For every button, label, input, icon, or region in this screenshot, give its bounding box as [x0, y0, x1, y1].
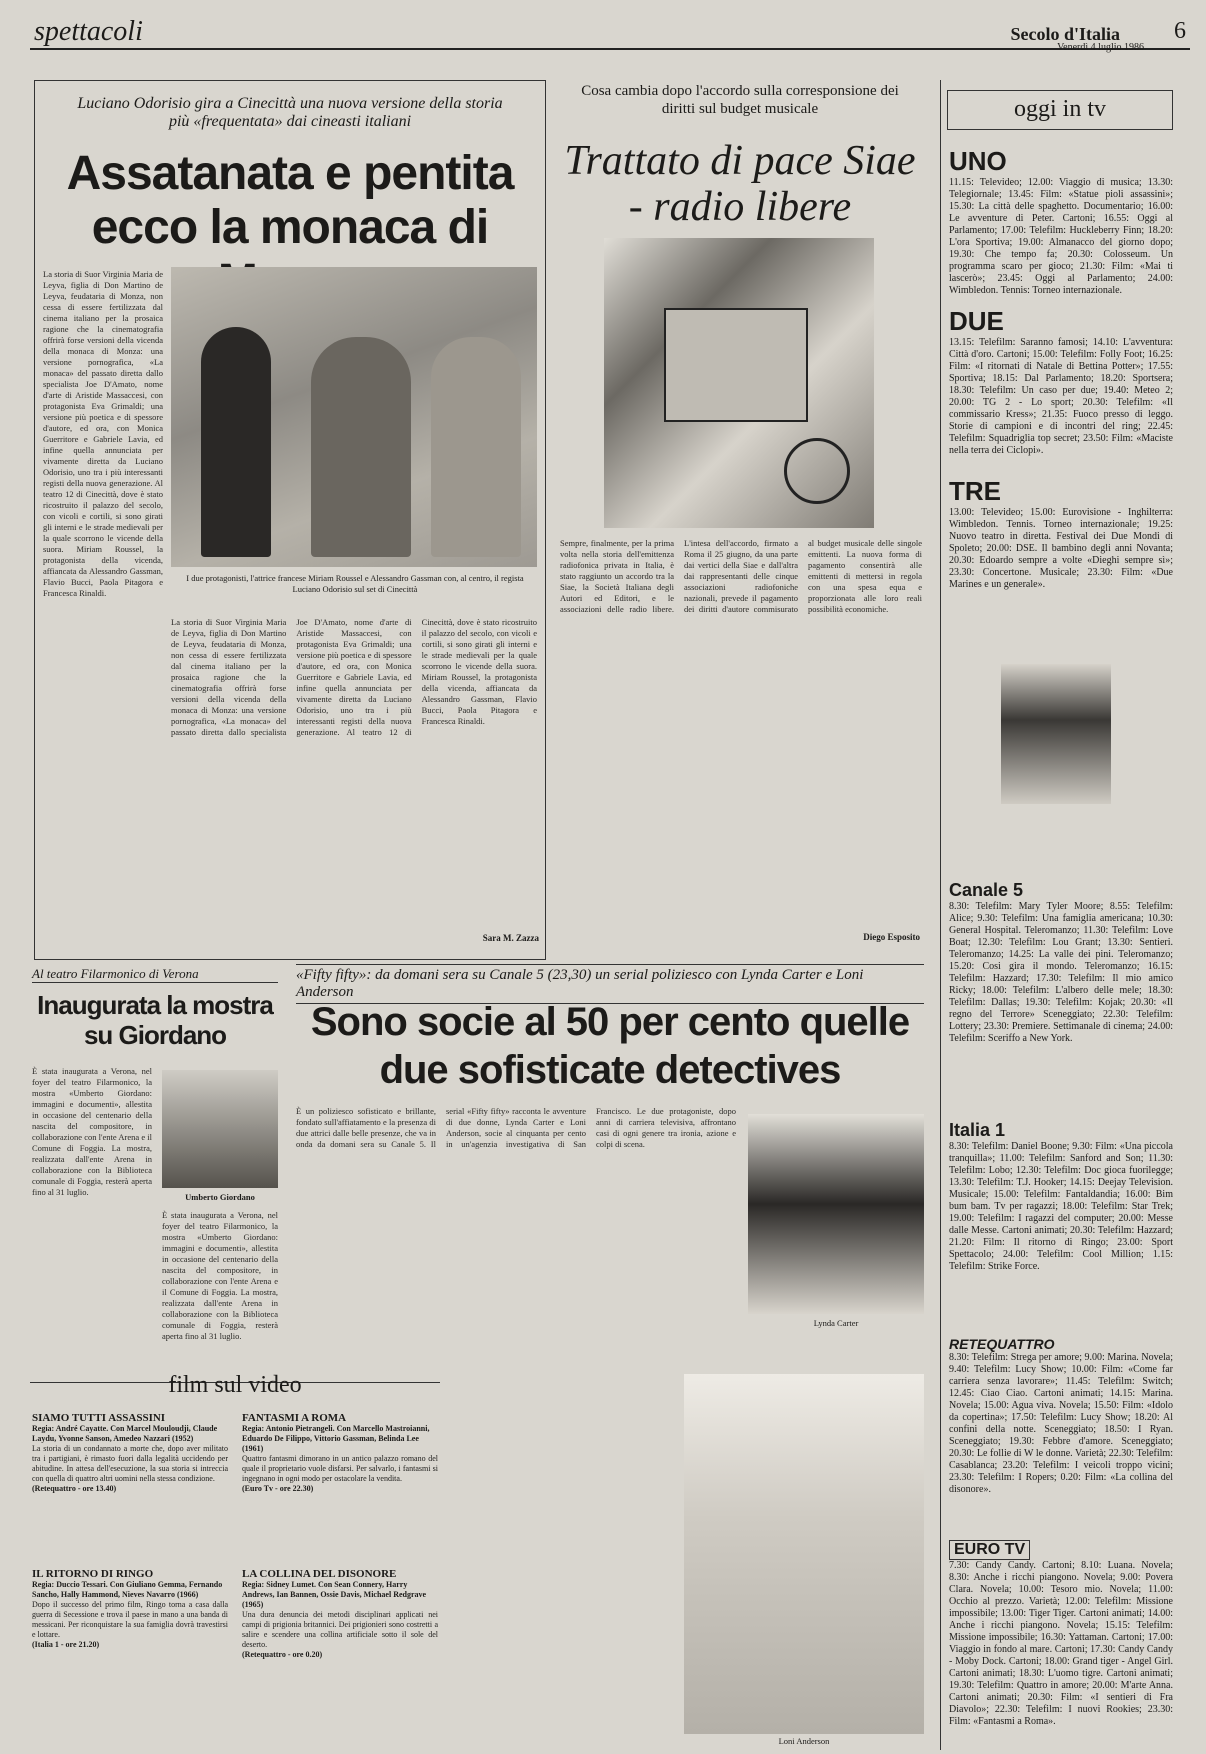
italia1-logo: Italia 1 [949, 1120, 1006, 1140]
monza-kicker: Luciano Odorisio gira a Cinecittà una nuova versione della storia più «frequentata» dai cineasti italiani [77, 95, 503, 130]
film-source: (Retequattro - ore 13.40) [32, 1484, 117, 1493]
monza-body-col2: La storia di Suor Virginia Maria de Leyva, figlia di Don Martino de Leyva, feudataria di Monza, non cessa di essere fertilizzata dal cinema italiano per la prosaica ragione che la cinematografia offrirà forse versioni della vicenda della monaca di Monza: una versione pornografica, «La monaca» del passato diretta dallo specialista Joe D'Amato, nome d'arte di Aristide Massaccesi, con protagonista Eva Grimaldi; una versione più poetica e di spessore d'autore, ed ora, con Monica Guerritore e Gabriele Lavia, ed infine quella annunciata per vivamente diretta da Luciano Odorisio, uno tra i più interessanti registi della nuova generazione. Al teatro 12 di Cinecittà, dove è stato ricostruito il palazzo del secolo, con vicoli e cortili, si sono girati gli interni e le strade medievali per la quale scorrono le vicende della suora. Miriam Roussel, la protagonista della vicenda, affiancata da Alessandro Gassman, Flavio Bucci, Paola Pitagora e Francesca Rinaldi. [171, 617, 537, 737]
detectives-headline: Sono socie al 50 per cento quelle due sofisticate detectives [310, 1000, 910, 1092]
monza-signature: Sara M. Zazza [482, 933, 539, 943]
film-synopsis: La storia di un condannato a morte che, dopo aver militato tra i partigiani, è rimasto fuori dalla legalità uccidendo per abitudine. In attesa dell'esecuzione, la sua storia si intreccia con quella di quattro altri uomini nella stessa condizione. [32, 1444, 228, 1483]
page-number: 6 [1174, 18, 1186, 44]
issue-date: Venerdì 4 luglio 1986 [1057, 42, 1144, 53]
newspaper-name: Secolo d'Italia [1010, 24, 1120, 44]
tv-camera-illustration [1001, 664, 1111, 804]
monza-body-col1: La storia di Suor Virginia Maria de Leyva, figlia di Don Martino de Leyva, feudataria di Monza, non cessa di essere fertilizzata dal cinema italiano per la prosaica ragione che la cinematografia offrirà forse versioni della vicenda della monaca di Monza: una versione pornografica, «La monaca» del passato diretta dallo specialista Joe D'Amato, nome d'arte di Aristide Massaccesi, con protagonista Eva Grimaldi; una versione più poetica e di spessore d'autore, ed ora, con Monica Guerritore e Gabriele Lavia, ed infine quella annunciata per vivamente diretta da Luciano Odorisio, uno tra i più interessanti registi della nuova generazione. Al teatro 12 di Cinecittà, dove è stato ricostruito il palazzo del secolo, con vicoli e cortili, si sono girati gli interni e le strade medievali per la quale scorrono le vicende della suora. Miriam Roussel, la protagonista della vicenda, affiancata da Alessandro Gassman, Flavio Bucci, Paola Pitagora e Francesca Rinaldi. [43, 269, 163, 598]
giordano-headline: Inaugurata la mostra su Giordano [37, 990, 273, 1050]
channel-schedule: 13.00: Televideo; 15.00: Eurovisione - Inghilterra: Wimbledon. Tennis. Torneo internazionale; 19.25: Nuovo teatro in diretta. Festival dei Due Mondi di Spoleto; 20.00: DSE. Il bambino degli anni Novanta; 20.30: Edoardo sempre a volte «Dieghi sempre sì»; 23.30: Concertone. Musicale; 23.30: Film: «Due Marines e un generale». [949, 507, 1173, 590]
page-header [30, 12, 1190, 53]
lynda-carter-caption: Lynda Carter [813, 1318, 859, 1328]
channel-schedule: 13.15: Telefilm: Saranno famosi; 14.10: L'avventura: Città d'oro. Cartoni; 15.00: Telefilm: Folly Foot; 16.25: Film: «I ritornati di Natale di Bettina Potter»; 17.55: Sportiva; 18.15: Dal Parlamento; 18.20: Sportsera; 18.30: Telefilm: Un caso per due; 19.40: Meteo 2; 20.00: TG 2 - Lo sport; 20.30: Telefilm: «Il commissario Kress»; 21.35: Fuoco presso di leggo. Storie di campioni e di incontri del ring; 22.45: Telefilm: Squadriglia top secret; 23.50: Film: «Maciste nella terra dei Ciclopi». [949, 337, 1173, 456]
actor-figure [431, 337, 521, 557]
mixing-console-shape [664, 308, 808, 422]
tv-listings [940, 80, 1177, 1750]
film-video-box [30, 1372, 440, 1752]
channel-schedule: 11.15: Televideo; 12.00: Viaggio di musica; 13.30: Telegiornale; 13.45: Film: «Statue pioli assassini»; 15.30: La città delle spaghetto. Documentario; 16.00: Le avventure di Peter. Cartoni; 16.55: Oggi al Parlamento; 17.00: Telefilm: Huckleberry Finn; 18.20: L'ora Sportiva; 19.00: Almanacco del giorno dopo; 19.30: Che tempo fa; 20.30: Colosseum. Un programma scaro per gioco; 21.30: Film: «Mai ti lascerò»; 23.45: Oggi al Parlamento; 24.00: Wimbledon. Tennis: Torneo internazionale. [949, 177, 1173, 296]
rai-uno-logo: UNO [949, 146, 1007, 176]
rai-tre-logo: TRE [949, 476, 1001, 506]
film-title: IL RITORNO DI RINGO [32, 1568, 154, 1580]
film-source: (Euro Tv - ore 22.30) [242, 1484, 314, 1493]
giordano-article [30, 966, 282, 1366]
monza-photo [171, 267, 537, 567]
radio-studio-illustration [604, 238, 874, 528]
film-item [32, 1412, 228, 1493]
film-credits: Regia: Sidney Lumet. Con Sean Connery, Harry Andrews, Ian Bannen, Ossie Davis, Michael Redgrave (1965) [242, 1580, 427, 1609]
retequattro-logo: RETEQUATTRO [949, 1336, 1055, 1352]
channel-block [949, 1540, 1173, 1742]
channel-block [949, 880, 1173, 1085]
detectives-body: È un poliziesco sofisticato e brillante, fondato sull'affiatamento e la presenza di due attrici dalle belle presenze, che va in onda da domani sera su Canale 5. Il serial «Fifty fifty» racconta le avventure di due donne, Lynda Carter e Loni Anderson, socie al cinquanta per cento in un'agenzia investigativa di San Francisco. Le due protagoniste, dopo anni di carriera televisiva, affrontano casi di ogni genere tra ironia, azione e colpi di scena. [296, 1106, 736, 1149]
giordano-body-col1: È stata inaugurata a Verona, nel foyer del teatro Filarmonico, la mostra «Umberto Giordano: immagini e documenti», allestita in occasione del centenario della nascita del compositore, in collaborazione con l'ente Arena e il Comune di Foggia. La mostra, realizzata dall'ente Arena in collaborazione con la Biblioteca comunale di Foggia, resterà aperta fino al 31 luglio. [32, 1066, 152, 1197]
film-item [32, 1568, 228, 1649]
film-synopsis: Quattro fantasmi dimorano in un antico palazzo romano del quale il proprietario vuole disfarsi. Per salvarlo, i fantasmi si ingegnano in ogni modo per ostacolare la vendita. [242, 1454, 438, 1483]
channel-block [949, 476, 1173, 617]
film-credits: Regia: Duccio Tessari. Con Giuliano Gemma, Fernando Sancho, Hally Hammond, Nieves Navarro (1966) [32, 1580, 223, 1599]
siae-kicker: Cosa cambia dopo l'accordo sulla corresponsione dei diritti sul budget musicale [581, 83, 899, 117]
eurotv-logo: EURO TV [949, 1540, 1030, 1560]
film-synopsis: Dopo il successo del primo film, Ringo torna a casa dalla guerra di Secessione e trova il paese in mano a una banda di messicani. Per riconquistare la sua famiglia dovrà travestirsi e lottare. [32, 1600, 228, 1639]
film-title: LA COLLINA DEL DISONORE [242, 1568, 397, 1580]
loni-anderson-caption: Loni Anderson [778, 1736, 830, 1746]
canale5-logo: Canale 5 [949, 880, 1024, 900]
detectives-kicker: «Fifty fifty»: da domani sera su Canale 5 (23,30) un serial poliziesco con Lynda Carter e Loni Anderson [296, 964, 924, 1004]
siae-signature: Diego Esposito [863, 932, 920, 942]
giordano-caption: Umberto Giordano [185, 1192, 255, 1202]
channel-schedule: 8.30: Telefilm: Daniel Boone; 9.30: Film: «Una piccola tranquilla»; 11.00: Telefilm: Sanford and Son; 11.30: Telefilm: Lobo; 12.30: Telefilm: Doc gioca fuorilegge; 13.30: Telefilm: T.J. Hooker; 14.15: Deejay Television. Musicale; 15.00: Telefilm: Fantaldandia; 16.00: Bim bum bam. Tv per ragazzi; 18.00: Telefilm: Star Trek; 19.00: Telefilm: I ragazzi del computer; 20.00: Messe dalle Messe. Cartoni animati; 20.30: Telefilm: Hazzard; 21.20: Film: Il ritorno di Ringo; 23.00: Sport Spettacolo; 24.00: Telefilm: Cool Million; 1.15: Telefilm: Strike Force. [949, 1141, 1173, 1272]
monza-headline: Assatanata e pentita ecco la monaca di [66, 147, 514, 254]
giordano-body-col2: È stata inaugurata a Verona, nel foyer del teatro Filarmonico, la mostra «Umberto Giordano: immagini e documenti», allestita in occasione del centenario della nascita del compositore, in collaborazione con l'ente Arena e il Comune di Foggia. La mostra, realizzata dall'ente Arena in collaborazione con la Biblioteca comunale di Foggia, resterà aperta fino al 31 luglio. [162, 1210, 278, 1341]
channel-block [949, 146, 1173, 313]
film-synopsis: Una dura denuncia dei metodi disciplinari applicati nei campi di prigionia britannici. Dei prigionieri sono costretti a salire e scendere una collina artificiale sotto il sole del deserto. [242, 1610, 438, 1649]
giordano-portrait [162, 1070, 278, 1188]
monza-caption: I due protagonisti, l'attrice francese Miriam Roussel e Alessandro Gassman con, al centro, il regista Luciano Odorisio sul set di Cinecittà [186, 573, 524, 594]
siae-headline: Trattato di pace Siae - radio libere [564, 138, 916, 230]
rai-due-logo: DUE [949, 306, 1004, 336]
siae-body: Sempre, finalmente, per la prima volta nella storia dell'emittenza radiofonica privata in Italia, è stato raggiunto un accordo tra la Siae, la Società Italiana degli Autori ed Editori, e le associazioni delle radio libere. L'intesa dell'accordo, firmato a Roma il 25 giugno, da una parte dai vertici della Siae e dall'altra dai rappresentanti delle cinque associazioni radiofoniche nazionali, prevede il pagamento dei diritti d'autore commisurato al budget musicale delle singole emittenti. La nuova forma di pagamento consentirà alle emittenti di mettersi in regola con una spesa equa e proporzionata alle loro reali possibilità economiche. [560, 538, 922, 614]
loni-anderson-photo [684, 1374, 924, 1734]
monza-article [34, 80, 546, 960]
film-title: SIAMO TUTTI ASSASSINI [32, 1412, 166, 1424]
siae-article [554, 80, 926, 960]
vinyl-record-icon [784, 438, 850, 504]
channel-schedule: 8.30: Telefilm: Strega per amore; 9.00: Marina. Novela; 9.40: Telefilm: Lucy Show; 10.00: Film: «Come far carriera senza lavorare»; 11.45: Telefilm: Switch; 12.45: Ciao Ciao. Cartoni animati; 14.15: Marina. Novela; 15.00: Agua viva. Novela; 15.50: Film: «Idolo da copertina»; 17.50: Telefilm: Lucy Show; 18.20: Al confini della notte. Sceneggiato; 18.50: I Ryan. Sceneggiato; 19.30: Febbre d'amore. Sceneggiato; 20.30: Le follie di W le donne. Varietà; 22.30: Telefilm: Casablanca; 23.20: Telefilm: I veicoli troppo vicini; 23.30: Telefilm: I Ropers; 0.20: Film: «La collina del disonore». [949, 1352, 1173, 1495]
channel-block [949, 1336, 1173, 1530]
channel-block [949, 1120, 1173, 1307]
section-name: spettacoli [34, 16, 143, 47]
channel-schedule: 7.30: Candy Candy. Cartoni; 8.10: Luana. Novela; 8.30: Anche i ricchi piangono. Novela; 9.00: Povera Clara. Novela; 10.00: Tesoro mio. Novela; 11.00: Occhio al prezzo. Varietà; 12.00: Telefilm: Missione impossibile; 13.00: Tiger Tiger. Cartoni animati; 14.00: Anche i ricchi piangono. Novela; 15.15: Telefilm: Missione impossibile; 16.30: Yattaman. Cartoni; 17.00: Viaggio in fondo al mare. Cartoni; 17.30: Candy Candy - Moby Dock. Cartoni; 18.00: Grand tiger - Angel Girl. Cartoni animati; 18.30: L'uomo tigre. Cartoni animati; 19.30: Telefilm: Quattro in amore; 20.00: M'arte Anna. Cartoni animati; 20.30: Film: «I sentieri di Fra Diavolo»; 22.30: Telefilm: I nuovi Rookies; 23.30: Film: «Fantasmi a Roma». [949, 1560, 1173, 1727]
film-video-title: film sul video [168, 1372, 302, 1398]
film-source: (Italia 1 - ore 21.20) [32, 1640, 100, 1649]
giordano-kicker: Al teatro Filarmonico di Verona [32, 966, 278, 983]
channel-schedule: 8.30: Telefilm: Mary Tyler Moore; 8.55: Telefilm: Alice; 9.30: Telefilm: Una famiglia americana; 10.30: General Hospital. Teleromanzo; 11.30: Telefilm: Love Boat; 12.30: Telefilm: Lou Grant; 13.30: Sentieri. Teleromanzo; 14.25: La valle dei pini. Teleromanzo; 15.20: Cosi gira il mondo. Teleromanzo; 16.15: Telefilm: Hazzard; 17.30: Telefilm: Il mio amico Ricky; 18.00: Telefilm: L'albero delle mele; 18.30: Telefilm: Dallas; 19.30: Telefilm: Kojak; 20.30: «Il regno del Terrore» Sceneggiato; 22.30: Telefilm: Lottery; 23.30: Premiere. Settimanale di cinema; 24.00: Telefilm: Sceriffo a New York. [949, 901, 1173, 1044]
channel-block [949, 306, 1173, 485]
lynda-carter-photo [748, 1114, 924, 1314]
film-source: (Retequattro - ore 0.20) [242, 1650, 323, 1659]
film-credits: Regia: André Cayatte. Con Marcel Mouloudji, Claude Laydu, Yvonne Sanson, Amedeo Nazzari (1952) [32, 1424, 218, 1443]
tv-title: oggi in tv [947, 90, 1173, 130]
film-item [242, 1412, 438, 1493]
film-credits: Regia: Antonio Pietrangeli. Con Marcello Mastroianni, Eduardo De Filippo, Vittorio Gassman, Belinda Lee (1961) [242, 1424, 430, 1453]
director-figure [311, 337, 411, 557]
film-item [242, 1568, 438, 1659]
nun-figure [201, 327, 271, 557]
film-title: FANTASMI A ROMA [242, 1412, 347, 1424]
